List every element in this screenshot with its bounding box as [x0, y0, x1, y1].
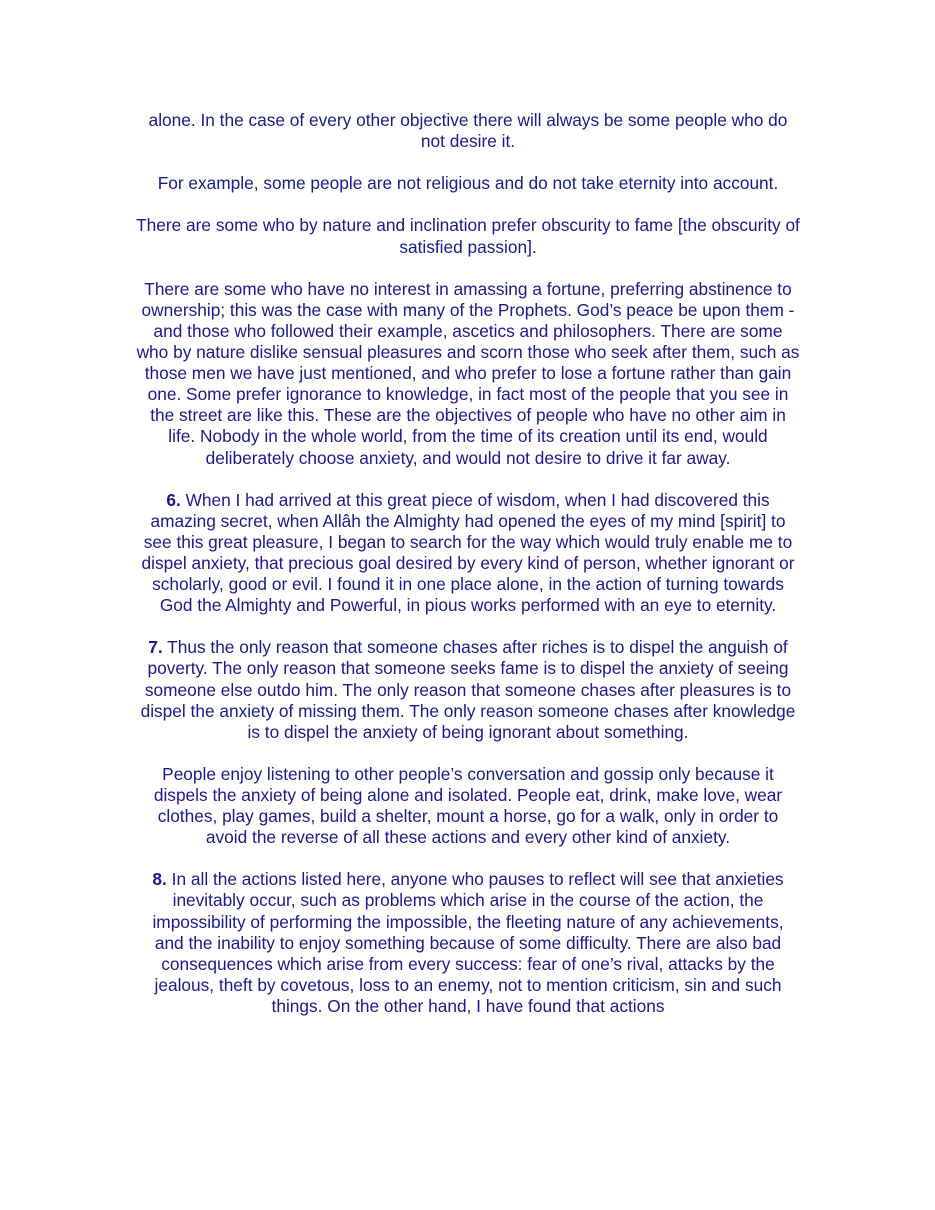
- paragraph-text: In all the actions listed here, anyone who pauses to reflect will see that anxieties inevitably occur, such as problems which arise in the course of the action, the impossibility of performing the impossible, the fleeting nature of any achievements, and the inability to enjoy something because of some difficulty. There are also bad consequences which arise from every success: fear of one’s rival, attacks by the jealous, theft by covetous, loss to an enemy, not to mention criticism, sin and such things. On the other hand, I have found that actions: [152, 869, 784, 1016]
- paragraph: [136, 490, 800, 617]
- paragraph-text: There are some who by nature and inclination prefer obscurity to fame [the obscurity of satisfied passion].: [136, 215, 800, 257]
- paragraph-number: 7.: [148, 637, 163, 658]
- paragraph-number: 8.: [152, 869, 167, 890]
- paragraph: [136, 173, 800, 194]
- paragraph-text: There are some who have no interest in amassing a fortune, preferring abstinence to ownership; this was the case with many of the Prophets. God’s peace be upon them - and those who followed their example, ascetics and philosophers. There are some who by nature dislike sensual pleasures and scorn those who seek after them, such as those men we have just mentioned, and who prefer to lose a fortune rather than gain one. Some prefer ignorance to knowledge, in fact most of the people that you see in the street are like this. These are the objectives of people who have no other aim in life. Nobody in the whole world, from the time of its creation until its end, would deliberately choose anxiety, and would not desire to drive it far away.: [136, 278, 800, 468]
- paragraph-text: alone. In the case of every other objective there will always be some people who do not desire it.: [148, 110, 788, 152]
- paragraph-text: For example, some people are not religious and do not take eternity into account.: [157, 173, 779, 194]
- paragraph: [136, 110, 800, 152]
- paragraph: [136, 215, 800, 257]
- paragraph-number: 6.: [166, 489, 181, 510]
- paragraph: [136, 279, 800, 469]
- paragraph-text: Thus the only reason that someone chases after riches is to dispel the anguish of poverty. The only reason that someone seeks fame is to dispel the anxiety of seeing someone else outdo him. The only reason that someone chases after pleasures is to dispel the anxiety of missing them. The only reason someone chases after knowledge is to dispel the anxiety of being ignorant about something.: [140, 637, 796, 742]
- document-page: [136, 110, 800, 1038]
- paragraph: [136, 869, 800, 1017]
- paragraph: [136, 764, 800, 848]
- paragraph-text: People enjoy listening to other people’s conversation and gossip only because it dispels the anxiety of being alone and isolated. People eat, drink, make love, wear clothes, play games, build a shelter, mount a horse, go for a walk, only in order to avoid the reverse of all these actions and every other kind of anxiety.: [153, 763, 783, 848]
- paragraph: [136, 637, 800, 742]
- paragraph-text: When I had arrived at this great piece of wisdom, when I had discovered this amazing secret, when Allâh the Almighty had opened the eyes of my mind [spirit] to see this great pleasure, I began to search for the way which would truly enable me to dispel anxiety, that precious goal desired by every kind of person, whether ignorant or scholarly, good or evil. I found it in one place alone, in the action of turning towards God the Almighty and Powerful, in pious works performed with an eye to eternity.: [141, 489, 795, 616]
